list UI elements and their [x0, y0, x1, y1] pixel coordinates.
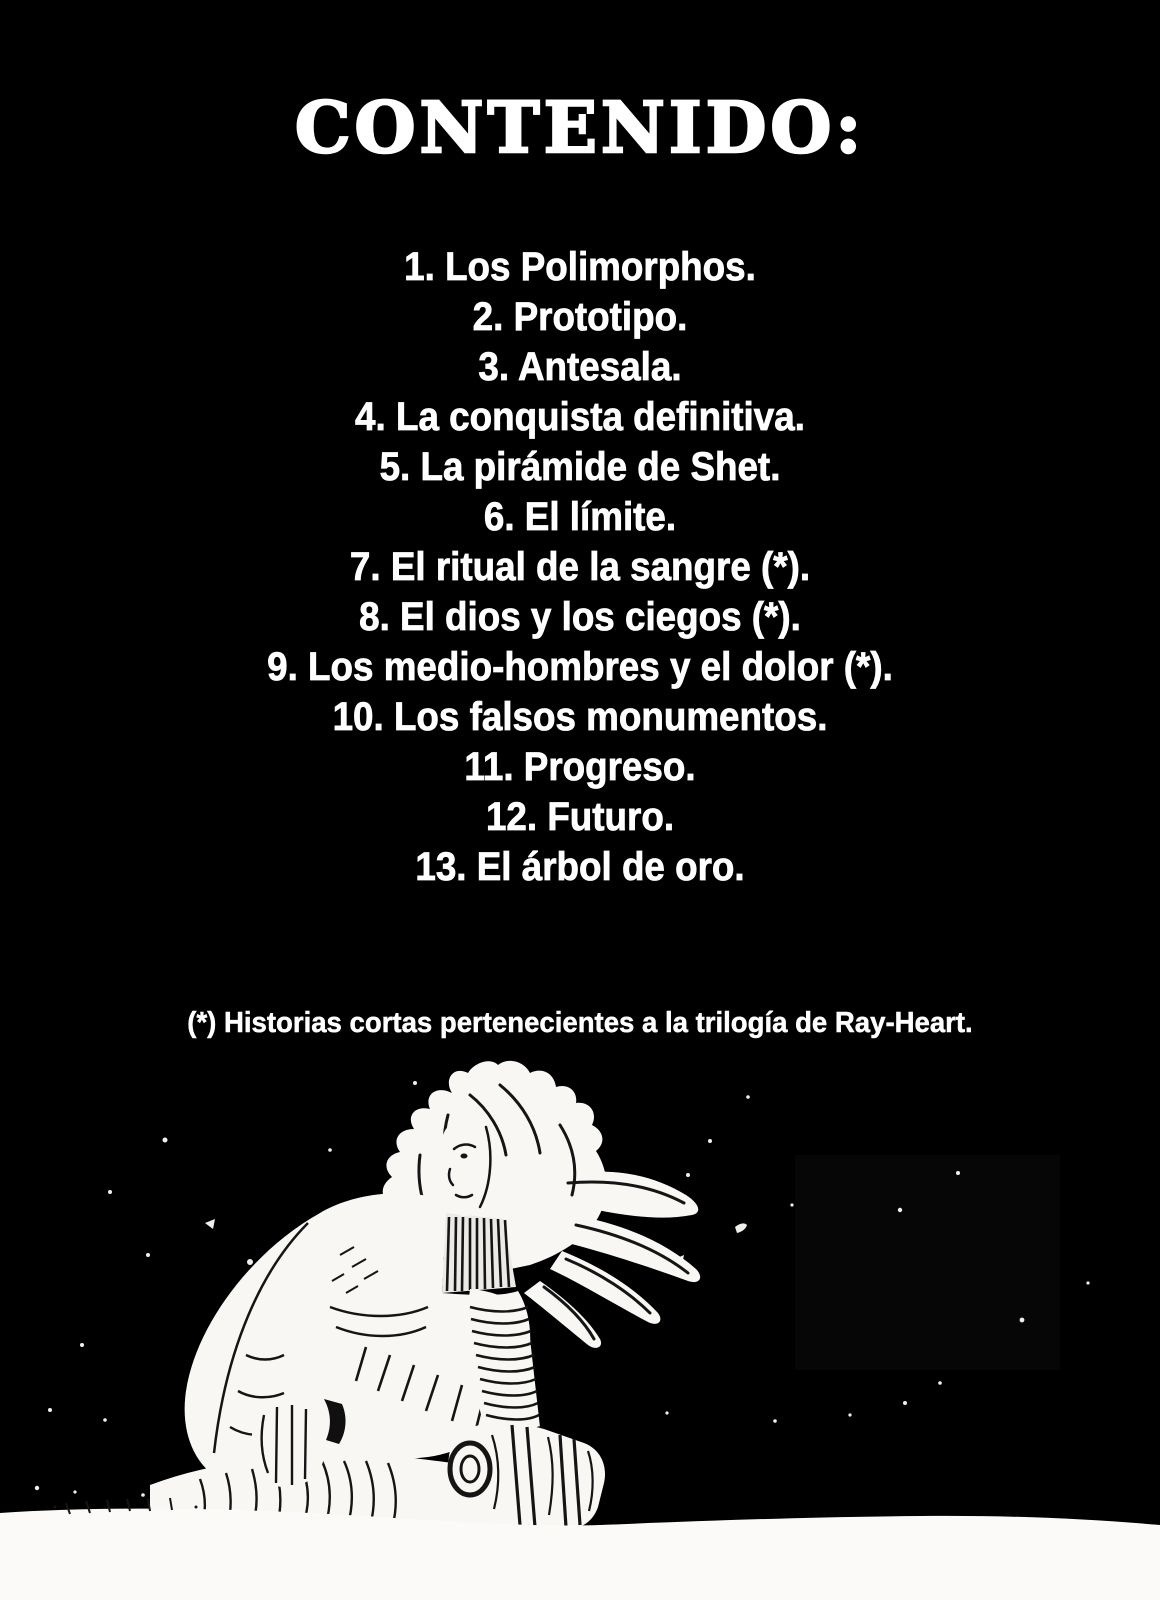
toc-item: 10. Los falsos monumentos. — [332, 695, 828, 739]
toc-item: 3. Antesala. — [478, 345, 682, 389]
scarf — [442, 1213, 516, 1293]
seated-figure-illustration — [0, 1055, 1160, 1600]
scan-artifact — [795, 1155, 1060, 1370]
toc-item: 8. El dios y los ciegos (*). — [359, 595, 801, 639]
toc-item: 13. El árbol de oro. — [415, 845, 745, 889]
table-of-contents — [0, 242, 1160, 892]
toc-item: 4. La conquista definitiva. — [355, 395, 805, 439]
toc-item: 9. Los medio-hombres y el dolor (*). — [267, 645, 893, 689]
toc-item: 6. El límite. — [483, 495, 677, 539]
seated-figure-artwork — [0, 1055, 1160, 1600]
toc-item: 12. Futuro. — [485, 795, 675, 839]
toc-item: 5. La pirámide de Shet. — [379, 445, 781, 489]
toc-item: 2. Prototipo. — [472, 295, 688, 339]
page-title: CONTENIDO: — [294, 86, 866, 169]
toc-item: 1. Los Polimorphos. — [404, 245, 756, 289]
toc-item: 11. Progreso. — [464, 745, 696, 789]
eye — [461, 1154, 468, 1159]
footnote: (*) Historias cortas pertenecientes a la trilogía de Ray-Heart. — [187, 1007, 973, 1039]
toc-item: 7. El ritual de la sangre (*). — [349, 545, 811, 589]
